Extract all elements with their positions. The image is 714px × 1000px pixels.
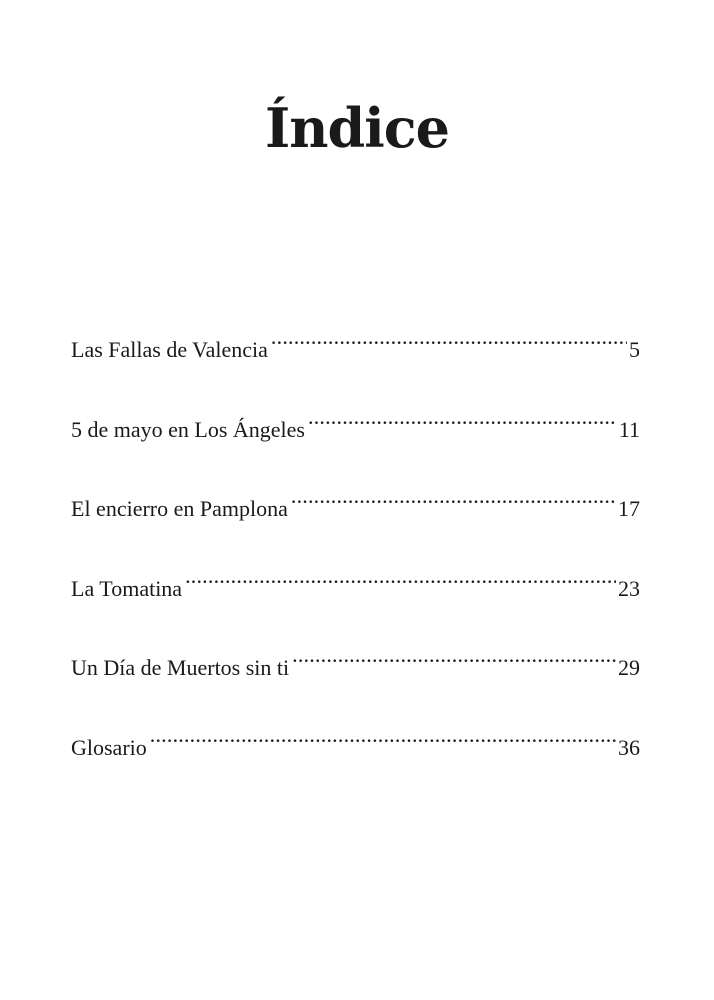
toc-entry-page-number: 29 (618, 655, 640, 680)
toc-entry-page-number: 23 (618, 575, 640, 601)
toc-entry-dia-de-muertos[interactable] (71, 635, 640, 680)
toc-entry-label: 5 de mayo en Los Ángeles (71, 416, 305, 442)
table-of-contents (71, 317, 640, 794)
toc-entry-el-encierro[interactable] (71, 476, 640, 521)
toc-entry-page-number: 17 (618, 496, 640, 521)
toc-entry-label: El encierro en Pamplona (71, 496, 288, 521)
dot-leader (308, 397, 617, 437)
dot-leader (292, 635, 616, 675)
dot-leader (291, 476, 616, 516)
dot-leader (185, 556, 616, 596)
toc-entry-las-fallas[interactable] (71, 317, 640, 362)
toc-entry-label: La Tomatina (71, 575, 183, 601)
toc-entry-label: Glosario (71, 734, 147, 760)
page-title: Índice (264, 96, 450, 160)
toc-entry-label: Un Día de Muertos sin ti (71, 655, 290, 680)
toc-entry-la-tomatina[interactable] (71, 556, 640, 601)
dot-leader (271, 317, 627, 357)
toc-entry-page-number: 11 (618, 416, 640, 442)
toc-entry-label: Las Fallas de Valencia (71, 337, 268, 362)
dot-leader (150, 715, 616, 755)
toc-entry-page-number: 36 (618, 734, 640, 760)
toc-entry-page-number: 5 (629, 337, 640, 362)
toc-entry-5-de-mayo[interactable] (71, 397, 640, 442)
toc-entry-glosario[interactable] (71, 715, 640, 760)
